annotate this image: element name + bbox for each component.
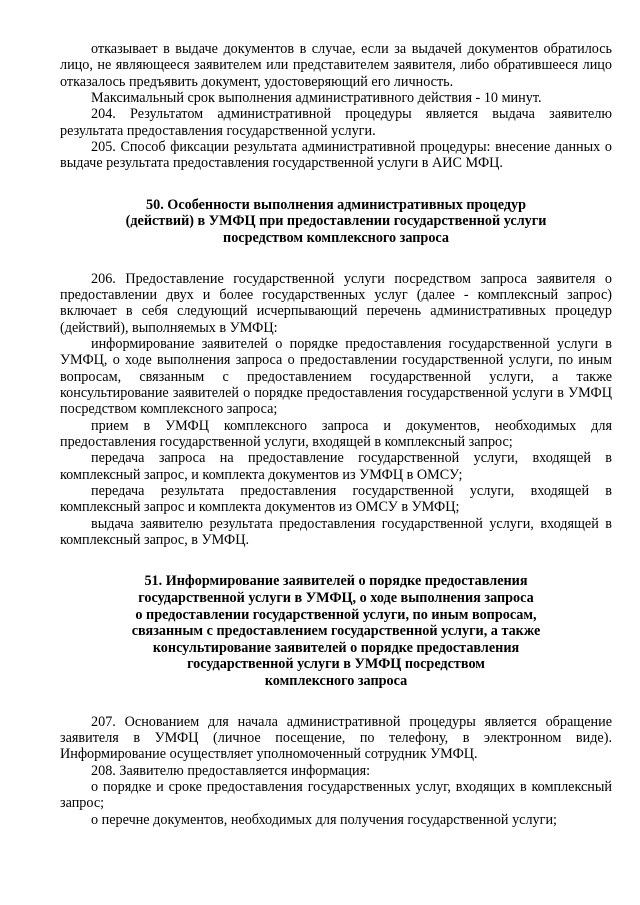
heading-51-line: консультирование заявителей о порядке предоставления [152,639,520,656]
heading-51-line: связанным с предоставлением государственной услуги, а также [131,623,541,640]
heading-51-line: 51. Информирование заявителей о порядке предоставления [144,573,528,590]
section-heading-50 [60,197,612,247]
heading-51-line: государственной услуги в УМФЦ, о ходе выполнения запроса [138,589,534,606]
paragraph-208: 208. Заявителю предоставляется информация: [91,762,371,779]
paragraph-205: 205. Способ фиксации результата административной процедуры: внесение данных о выдаче результата предоставления государственной услуги в АИС МФЦ. [60,139,612,172]
heading-50-line: (действий) в УМФЦ при предоставлении государственной услуги [125,213,547,230]
list-item-transfer-result: передача результата предоставления государственной услуги, входящей в комплексный запрос и комплекта документов из ОМСУ в УМФЦ; [60,483,612,516]
heading-50-line: 50. Особенности выполнения административных процедур [146,196,526,213]
paragraph-refusal: отказывает в выдаче документов в случае, если за выдачей документов обратилось лицо, не являющееся заявителем или представителем заявителя, либо обратившееся лицо отказалось предъявить документ, удостоверяющий его личность. [60,41,612,90]
list-item-documents-list: о перечне документов, необходимых для получения государственной услуги; [91,811,557,828]
list-item-reception: прием в УМФЦ комплексного запроса и документов, необходимых для предоставления государственной услуги, входящей в комплексный запрос; [60,417,612,450]
paragraph-207: 207. Основанием для начала административной процедуры является обращение заявителя в УМФЦ (личное посещение, по телефону, в электронном виде). Информирование осуществляет уполномоченный сотрудник УМФЦ. [60,713,612,763]
heading-51-line: о предоставлении государственной услуги, по иным вопросам, [135,606,537,623]
list-item-issuance: выдача заявителю результата предоставления государственной услуги, входящей в комплексный запрос, в УМФЦ. [60,515,612,549]
paragraph-206: 206. Предоставление государственной услуги посредством запроса заявителя о предоставлении двух и более государственных услуг (далее - комплексный запрос) включает в себя следующий исчерпывающий перечень административных процедур (действий), выполняемых в УМФЦ: [60,270,612,336]
list-item-informing: информирование заявителей о порядке предоставления государственной услуги в УМФЦ, о ходе выполнения запроса о предоставлении государственной услуги, по иным вопросам, связанным с предоставлением государственной услуги, а также консультирование заявителей о порядке предоставления государственной услуги в УМФЦ посредством комплексного запроса; [60,335,612,418]
paragraph-max-time: Максимальный срок выполнения административного действия - 10 минут. [91,90,542,107]
heading-51-line: комплексного запроса [264,672,408,689]
list-item-transfer-request: передача запроса на предоставление государственной услуги, входящей в комплексный запрос, и комплекта документов из УМФЦ в ОМСУ; [60,450,612,483]
document-page [60,41,612,828]
heading-50-line: посредством комплексного запроса [223,229,449,246]
section-heading-51 [60,573,612,689]
paragraph-204: 204. Результатом административной процедуры является выдача заявителю результата предоставления государственной услуги. [60,106,612,139]
list-item-order-and-terms: о порядке и сроке предоставления государственных услуг, входящих в комплексный запрос; [60,778,612,812]
heading-51-line: государственной услуги в УМФЦ посредством [187,656,485,673]
